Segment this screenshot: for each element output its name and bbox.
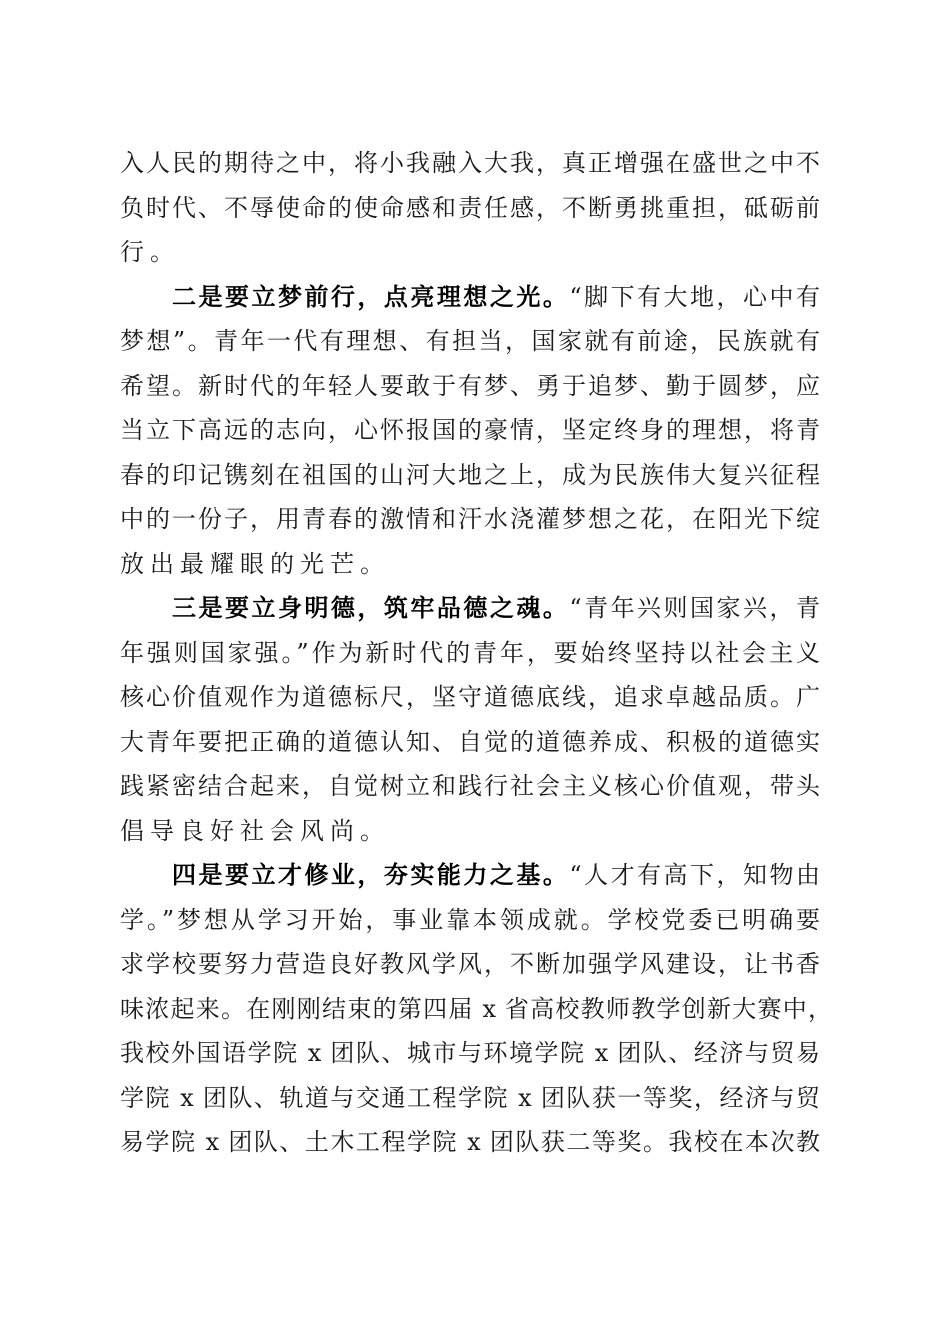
text-line: 梦想”。青年一代有理想、有担当，国家就有前途，民族就有	[120, 327, 820, 355]
text-line: 践紧密结合起来，自觉树立和践行社会主义核心价值观，带头	[120, 772, 820, 800]
text-line: 核心价值观作为道德标尺，坚守道德底线，追求卓越品质。广	[120, 683, 820, 711]
text-line: 行。	[120, 238, 180, 266]
paragraph-ideal	[120, 275, 820, 587]
text-line: 学。”梦想从学习开始，事业靠本领成就。学校党委已明确要	[120, 905, 820, 934]
text-run: “人才有高下，知物由	[569, 861, 820, 889]
text-line: 负时代、不辱使命的使命感和责任感，不断勇挑重担，砥砺前	[120, 193, 820, 222]
paragraph-ability	[120, 853, 832, 1165]
text-line: 倡导良好社会风尚。	[120, 816, 390, 845]
text-line: 当立下高远的志向，心怀报国的豪情，坚定终身的理想，将青	[120, 416, 820, 444]
paragraph-virtue	[120, 586, 820, 853]
paragraph-lead-heading: 二是要立梦前行，点亮理想之光。	[172, 281, 570, 311]
paragraph-lead-heading: 四是要立才修业，夯实能力之基。	[172, 860, 570, 889]
text-line-first	[120, 586, 820, 631]
text-line: 年强则国家强。”作为新时代的青年，要始终坚持以社会主义	[120, 638, 820, 667]
document-page	[120, 141, 832, 1165]
paragraph-lead-heading: 三是要立身明德，筑牢品德之魂。	[172, 593, 570, 622]
text-line: 易学院 x 团队、土木工程学院 x 团队获二等奖。我校在本次教	[120, 1128, 820, 1156]
text-line: 放出最耀眼的光芒。	[120, 549, 390, 578]
text-line: 春的印记镌刻在祖国的山河大地之上，成为民族伟大复兴征程	[120, 460, 820, 489]
text-line: 大青年要把正确的道德认知、自觉的道德养成、积极的道德实	[120, 727, 820, 756]
text-run: “青年兴则国家兴，青	[569, 594, 820, 622]
text-line: 味浓起来。在刚刚结束的第四届 x 省高校教师教学创新大赛中，	[120, 994, 832, 1023]
text-line-first	[120, 275, 820, 320]
text-line-first	[120, 853, 820, 898]
text-line: 求学校要努力营造良好教风学风，不断加强学风建设，让书香	[120, 950, 820, 978]
text-line: 中的一份子，用青春的激情和汗水浇灌梦想之花，在阳光下绽	[120, 505, 820, 533]
text-run: “脚下有大地，心中有	[569, 282, 820, 311]
paragraph-continuation	[120, 141, 820, 275]
text-line: 希望。新时代的年轻人要敢于有梦、勇于追梦、勤于圆梦，应	[120, 371, 820, 400]
text-line: 入人民的期待之中，将小我融入大我，真正增强在盛世之中不	[120, 149, 820, 177]
text-line: 我校外国语学院 x 团队、城市与环境学院 x 团队、经济与贸易	[120, 1039, 820, 1067]
text-line: 学院 x 团队、轨道与交通工程学院 x 团队获一等奖，经济与贸	[120, 1083, 820, 1112]
